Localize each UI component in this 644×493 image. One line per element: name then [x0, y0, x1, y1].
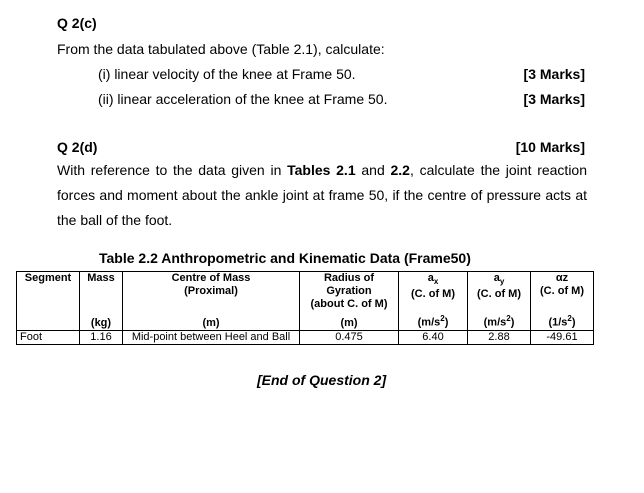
unit-segment — [17, 312, 80, 330]
unit-ay — [468, 312, 531, 330]
cell-az: -49.61 — [531, 330, 594, 344]
end-of-question: [End of Question 2] — [257, 372, 387, 388]
cell-rog: 0.475 — [300, 330, 399, 344]
q2c-intro: From the data tabulated above (Table 2.1), calculate: — [57, 41, 385, 57]
unit-ax-sup: 2 — [440, 314, 445, 323]
th-az-line2: (C. of M) — [540, 285, 584, 297]
unit-az-sup: 2 — [567, 314, 572, 323]
unit-az-post: ) — [571, 316, 576, 329]
q2d-text-post: , calculate the joint reaction forces and moment about the ankle joint at frame 50, if the centre of pressure acts at the ball of the foot. — [57, 162, 588, 228]
unit-az-pre: (1/s — [548, 316, 568, 329]
th-ax — [399, 272, 468, 313]
cell-segment: Foot — [17, 330, 80, 344]
q2c-heading: Q 2(c) — [57, 15, 97, 31]
th-ay — [468, 272, 531, 313]
unit-az — [531, 312, 594, 330]
cell-mass: 1.16 — [80, 330, 123, 344]
q2d-paragraph — [57, 158, 587, 233]
th-rog-line1: Radius of — [323, 272, 375, 284]
unit-ax — [399, 312, 468, 330]
table-units-row — [17, 312, 594, 330]
q2d-text-and: and — [355, 162, 391, 178]
th-mass-label: Mass — [87, 272, 115, 284]
unit-ax-post: ) — [444, 316, 449, 329]
th-rog-line2: Gyration — [326, 285, 372, 297]
th-az-symbol: αz — [555, 272, 569, 284]
th-rog — [300, 272, 399, 313]
q2d-heading: Q 2(d) — [57, 139, 98, 155]
q2c-item-1: (i) linear velocity of the knee at Frame 50. — [98, 66, 356, 82]
unit-ay-post: ) — [510, 316, 515, 329]
q2d-marks: [10 Marks] — [515, 139, 585, 155]
th-ay-line1 — [471, 272, 527, 288]
q2c-item-2: (ii) linear acceleration of the knee at Frame 50. — [98, 91, 388, 107]
q2d-bold-table22: 2.2 — [390, 162, 410, 178]
th-ay-sub: y — [499, 277, 505, 287]
th-segment-label: Segment — [24, 272, 72, 284]
th-ax-line2: (C. of M) — [411, 288, 455, 301]
th-segment — [17, 272, 80, 313]
th-ax-symbol: a — [427, 272, 434, 284]
th-com-line2: (Proximal) — [184, 285, 238, 297]
q2d-bold-tables: Tables 2.1 — [287, 162, 356, 178]
table-header-row — [17, 272, 594, 313]
th-az — [531, 272, 594, 313]
th-mass — [80, 272, 123, 313]
th-rog-line3: (about C. of M) — [310, 298, 388, 310]
th-ax-line1 — [402, 272, 464, 288]
data-table — [16, 271, 594, 345]
th-ax-sub: x — [433, 277, 439, 287]
th-ay-line2: (C. of M) — [477, 288, 521, 301]
q2c-item-1-marks: [3 Marks] — [523, 66, 585, 82]
q2c-item-2-marks: [3 Marks] — [523, 91, 585, 107]
q2d-text-pre: With reference to the data given in — [57, 162, 288, 178]
unit-rog: (m) — [300, 312, 399, 330]
unit-ay-pre: (m/s — [483, 316, 507, 329]
th-com-line1: Centre of Mass — [171, 272, 251, 284]
table-row — [17, 330, 594, 344]
th-com — [123, 272, 300, 313]
unit-mass: (kg) — [80, 312, 123, 330]
table-caption: Table 2.2 Anthropometric and Kinematic Data (Frame50) — [99, 250, 471, 266]
cell-ax: 6.40 — [399, 330, 468, 344]
cell-ay: 2.88 — [468, 330, 531, 344]
cell-com: Mid-point between Heel and Ball — [123, 330, 300, 344]
th-ay-symbol: a — [493, 272, 500, 284]
unit-com: (m) — [123, 312, 300, 330]
unit-ay-sup: 2 — [506, 314, 511, 323]
unit-ax-pre: (m/s — [417, 316, 441, 329]
